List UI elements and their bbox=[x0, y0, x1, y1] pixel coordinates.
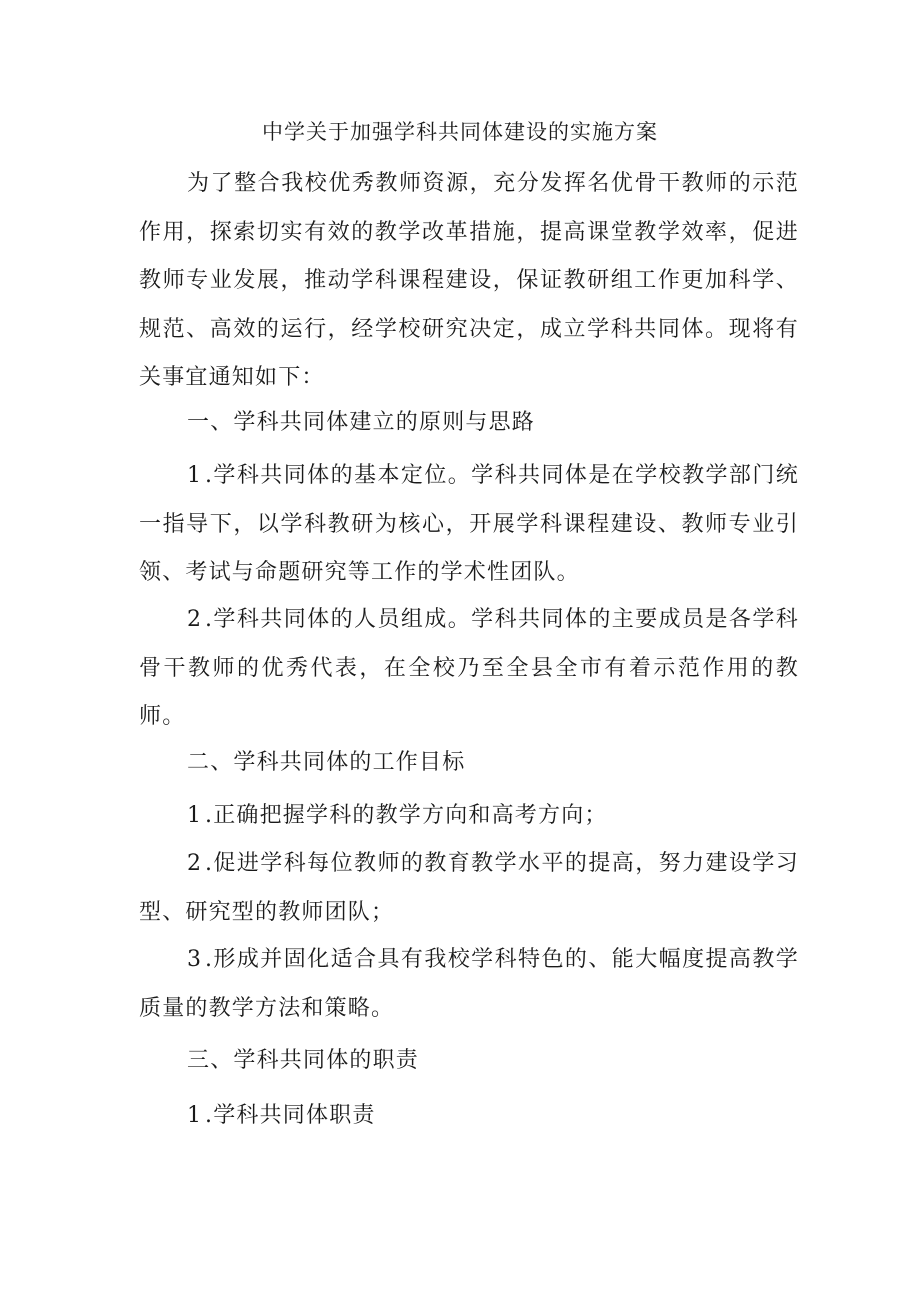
item-number: 2 bbox=[187, 851, 205, 876]
item-number: 1 bbox=[187, 1103, 205, 1128]
item-text: .促进学科每位教师的教育教学水平的提高，努力建设学习型、研究型的教师团队； bbox=[139, 851, 799, 925]
intro-paragraph: 为了整合我校优秀教师资源，充分发挥名优骨干教师的示范作用，探索切实有效的教学改革措施，提高课堂教学效率，促进教师专业发展，推动学科课程建设，保证教研组工作更加科学、规范、高效的运行，经学校研究决定，成立学科共同体。现将有关事宜通知如下： bbox=[139, 171, 799, 390]
item-number: 1 bbox=[187, 803, 205, 828]
section-1-item-2 bbox=[139, 596, 799, 742]
section-2-item-1 bbox=[139, 792, 799, 841]
item-text: .学科共同体的基本定位。学科共同体是在学校教学部门统一指导下，以学科教研为核心，开展学科课程建设、教师专业引领、考试与命题研究等工作的学术性团队。 bbox=[139, 463, 799, 585]
section-1-heading: 一、学科共同体建立的原则与思路 bbox=[187, 410, 536, 435]
document-title: 中学关于加强学科共同体建设的实施方案 bbox=[262, 120, 658, 144]
item-text: .学科共同体的人员组成。学科共同体的主要成员是各学科骨干教师的优秀代表，在全校乃至全县全市有着示范作用的教师。 bbox=[139, 607, 799, 729]
section-3-heading: 三、学科共同体的职责 bbox=[187, 1048, 420, 1073]
item-text: .学科共同体职责 bbox=[205, 1103, 376, 1128]
item-number: 2 bbox=[187, 607, 205, 632]
item-text: .形成并固化适合具有我校学科特色的、能大幅度提高教学质量的教学方法和策略。 bbox=[139, 947, 799, 1021]
section-3-item-1 bbox=[139, 1092, 799, 1141]
item-number: 3 bbox=[187, 947, 205, 972]
section-2-item-3 bbox=[139, 936, 799, 1033]
section-2-item-2 bbox=[139, 840, 799, 937]
item-text: .正确把握学科的教学方向和高考方向； bbox=[205, 803, 608, 828]
section-1-item-1 bbox=[139, 452, 799, 598]
section-2-heading: 二、学科共同体的工作目标 bbox=[187, 750, 466, 775]
item-number: 1 bbox=[187, 463, 205, 488]
